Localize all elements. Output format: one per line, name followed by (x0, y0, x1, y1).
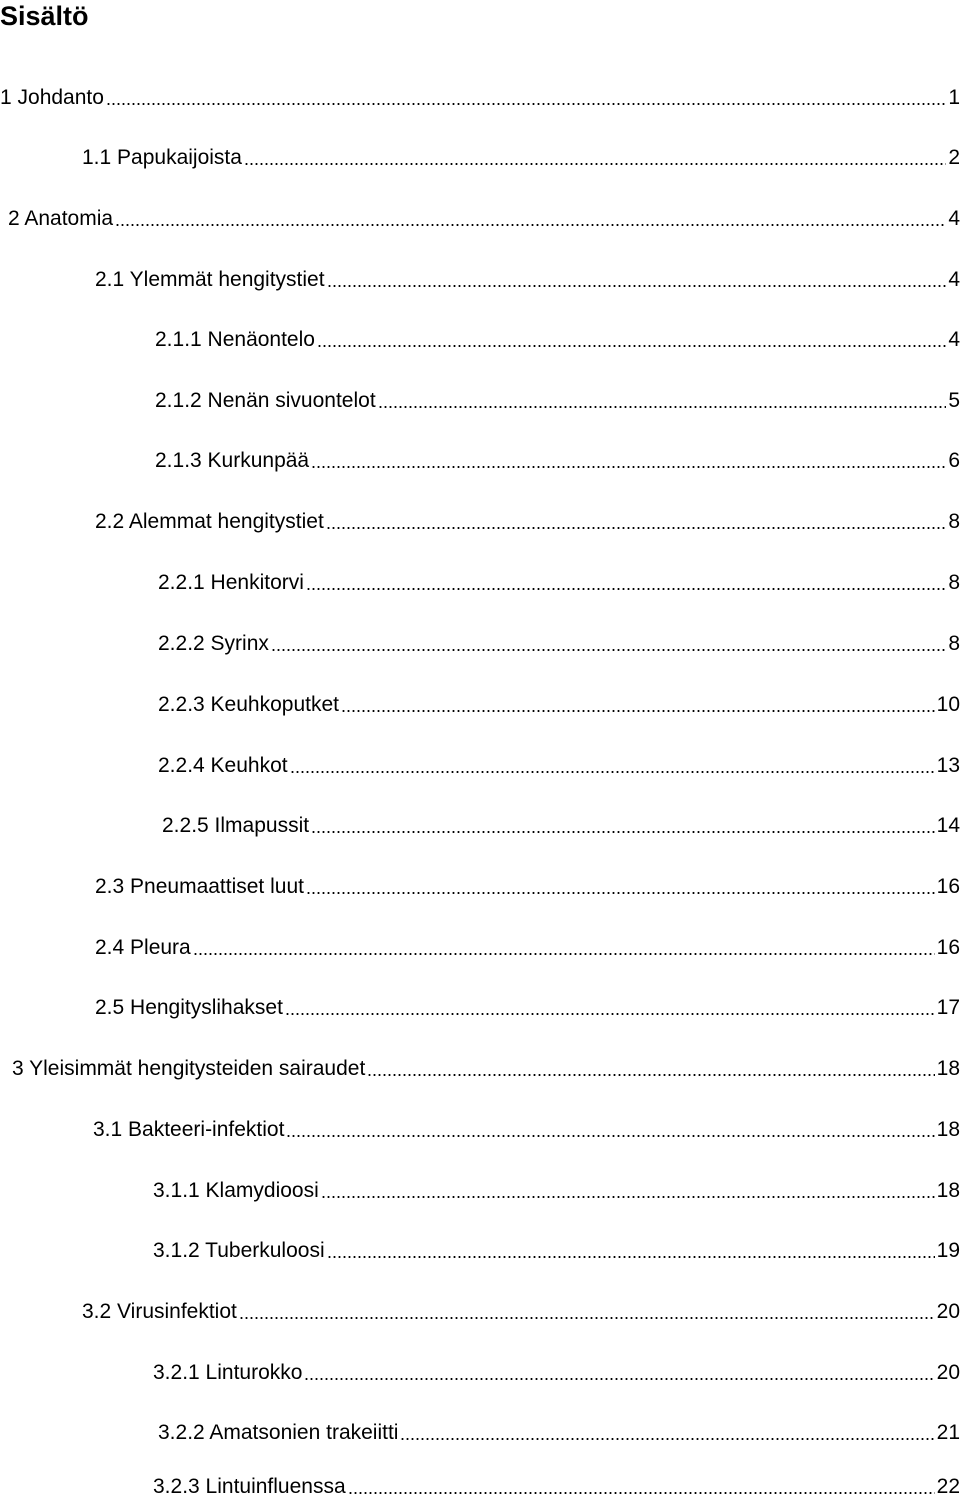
toc-entry-page: 16 (936, 936, 960, 959)
dot-leader (311, 462, 946, 472)
toc-entry[interactable] (0, 78, 960, 118)
toc-entry[interactable] (162, 806, 960, 846)
toc-entry[interactable] (12, 1049, 960, 1089)
toc-entry-title: 2.2.4 Keuhkot (158, 754, 288, 777)
toc-entry-page: 14 (936, 814, 960, 837)
dot-leader (378, 402, 947, 412)
toc-entry-title: 2.2 Alemmat hengitystiet (95, 510, 324, 533)
dot-leader (304, 1374, 934, 1384)
toc-entry[interactable] (155, 441, 960, 481)
toc-entry-title: 2.1.3 Kurkunpää (155, 449, 310, 472)
toc-entry-page: 20 (936, 1361, 960, 1384)
toc-entry-title: 2.2.3 Keuhkoputket (158, 693, 339, 716)
toc-entry-page: 17 (936, 996, 960, 1019)
toc-entry-page: 18 (936, 1057, 960, 1080)
dot-leader (239, 1313, 935, 1323)
toc-entry-title: 3 Yleisimmät hengitysteiden sairaudet (12, 1057, 366, 1080)
dot-leader (290, 767, 935, 777)
dot-leader (348, 1488, 935, 1498)
toc-entry-page: 20 (936, 1300, 960, 1323)
dot-leader (317, 341, 946, 351)
toc-entry-title: 1.1 Papukaijoista (82, 146, 242, 169)
toc-entry[interactable] (95, 988, 960, 1028)
dot-leader (285, 1009, 935, 1019)
dot-leader (286, 1131, 934, 1141)
toc-entry-title: 2.5 Hengityslihakset (95, 996, 283, 1019)
toc-entry-page: 19 (936, 1239, 960, 1262)
toc-entry[interactable] (158, 685, 960, 725)
toc-entry-title: 1 Johdanto (0, 86, 104, 109)
toc-entry-title: 2.2.2 Syrinx (158, 632, 269, 655)
toc-entry-page: 8 (948, 632, 960, 655)
toc-entry[interactable] (93, 1110, 960, 1150)
toc-entry-title: 2.2.1 Henkitorvi (158, 571, 304, 594)
toc-entry[interactable] (158, 624, 960, 664)
toc-entry[interactable] (82, 138, 960, 178)
toc-entry[interactable] (153, 1467, 960, 1507)
toc-entry-page: 5 (948, 389, 960, 412)
dot-leader (193, 949, 935, 959)
toc-entry-title: 3.1.2 Tuberkuloosi (153, 1239, 325, 1262)
dot-leader (115, 220, 946, 230)
toc-entry-page: 22 (936, 1475, 960, 1498)
toc-entry-title: 2.1.2 Nenän sivuontelot (155, 389, 376, 412)
toc-entry-title: 2.4 Pleura (95, 936, 191, 959)
toc-entry-page: 1 (948, 86, 960, 109)
toc-entry-title: 3.2.3 Lintuinfluenssa (153, 1475, 346, 1498)
toc-entry[interactable] (158, 1413, 960, 1453)
toc-entry-title: 3.1.1 Klamydioosi (153, 1179, 319, 1202)
toc-entry[interactable] (82, 1292, 960, 1332)
toc-entry-page: 6 (948, 449, 960, 472)
toc-entry-page: 13 (936, 754, 960, 777)
dot-leader (244, 159, 946, 169)
toc-entry[interactable] (153, 1353, 960, 1393)
toc-entry-page: 10 (936, 693, 960, 716)
toc-entry[interactable] (158, 563, 960, 603)
toc-entry-page: 16 (936, 875, 960, 898)
toc-entry-title: 3.2 Virusinfektiot (82, 1300, 237, 1323)
toc-entry-title: 2 Anatomia (8, 207, 114, 230)
dot-leader (321, 1192, 935, 1202)
dot-leader (271, 645, 946, 655)
toc-entry-page: 4 (948, 268, 960, 291)
toc-entry-page: 21 (936, 1421, 960, 1444)
toc-entry-title: 3.1 Bakteeri-infektiot (93, 1118, 285, 1141)
toc-entry[interactable] (95, 867, 960, 907)
dot-leader (327, 281, 947, 291)
toc-entry[interactable] (95, 502, 960, 542)
dot-leader (306, 584, 946, 594)
toc-entry-title: 2.1 Ylemmät hengitystiet (95, 268, 325, 291)
dot-leader (326, 523, 947, 533)
toc-entry[interactable] (155, 320, 960, 360)
toc-entry-page: 4 (948, 328, 960, 351)
dot-leader (106, 99, 946, 109)
toc-entry-page: 18 (936, 1118, 960, 1141)
toc-entry-page: 8 (948, 510, 960, 533)
toc-entry[interactable] (153, 1231, 960, 1271)
toc-entry[interactable] (95, 928, 960, 968)
dot-leader (311, 827, 935, 837)
toc-entry-title: 2.1.1 Nenäontelo (155, 328, 315, 351)
dot-leader (367, 1070, 934, 1080)
toc-entry[interactable] (153, 1171, 960, 1211)
toc-entry[interactable] (155, 381, 960, 421)
dot-leader (400, 1434, 934, 1444)
toc-entry-page: 4 (948, 207, 960, 230)
toc-entry-title: 3.2.1 Linturokko (153, 1361, 303, 1384)
toc-entry[interactable] (8, 199, 960, 239)
toc-entry-page: 18 (936, 1179, 960, 1202)
dot-leader (327, 1252, 935, 1262)
toc-entry[interactable] (95, 260, 960, 300)
toc-entry-title: 3.2.2 Amatsonien trakeiitti (158, 1421, 399, 1444)
toc-entry-title: 2.2.5 Ilmapussit (162, 814, 310, 837)
toc-entry-title: 2.3 Pneumaattiset luut (95, 875, 304, 898)
dot-leader (306, 888, 935, 898)
toc-entry[interactable] (158, 746, 960, 786)
toc-entry-page: 8 (948, 571, 960, 594)
toc-entry-page: 2 (948, 146, 960, 169)
dot-leader (341, 706, 935, 716)
page-title: Sisältö (0, 1, 89, 31)
